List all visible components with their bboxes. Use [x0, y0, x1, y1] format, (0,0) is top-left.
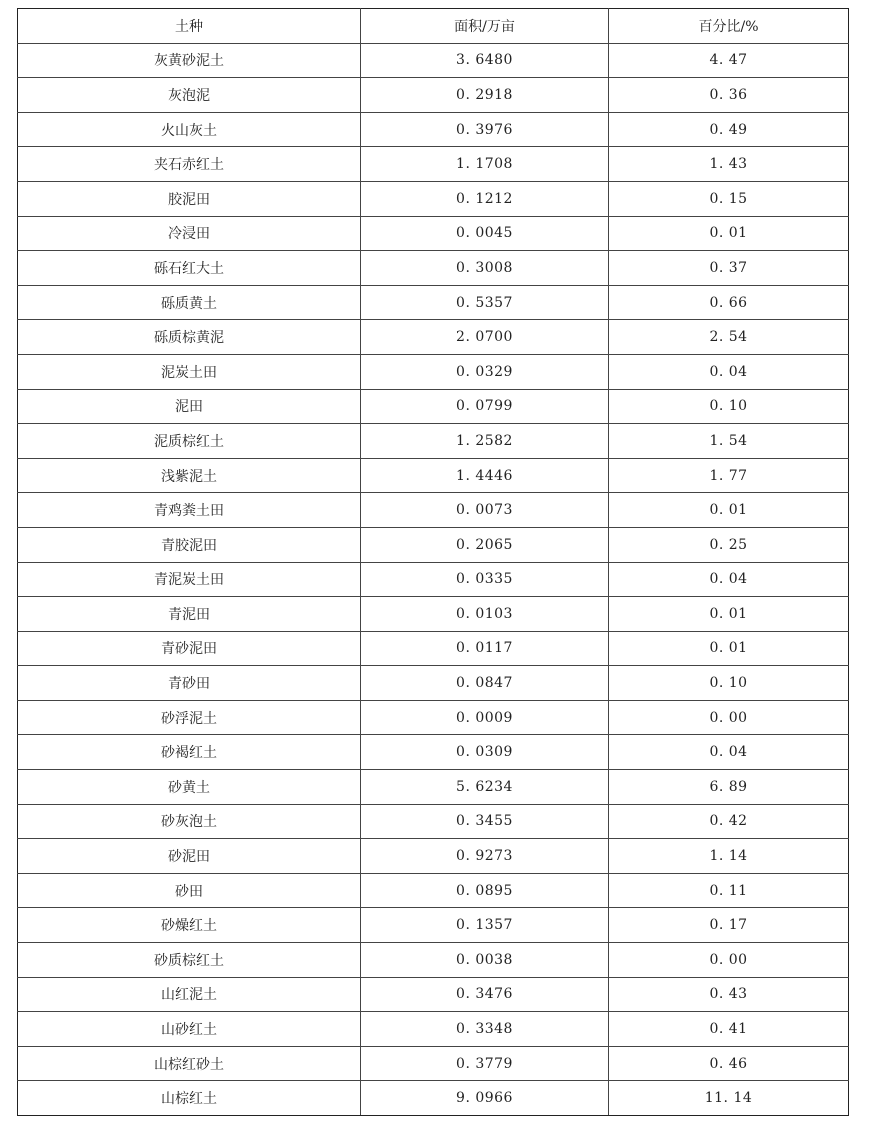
cell-soil-type: 砾质棕黄泥 [18, 320, 361, 355]
cell-area: 0. 0073 [361, 493, 609, 528]
cell-area: 0. 0045 [361, 216, 609, 251]
cell-percentage: 0. 11 [609, 873, 849, 908]
cell-area: 0. 0895 [361, 873, 609, 908]
table-row [18, 804, 849, 839]
cell-percentage: 0. 00 [609, 700, 849, 735]
table-row [18, 181, 849, 216]
cell-area: 0. 3976 [361, 112, 609, 147]
cell-percentage: 4. 47 [609, 43, 849, 78]
cell-soil-type: 砾石红大土 [18, 251, 361, 286]
cell-soil-type: 青鸡粪土田 [18, 493, 361, 528]
cell-area: 1. 4446 [361, 458, 609, 493]
table-row [18, 320, 849, 355]
cell-area: 0. 2065 [361, 527, 609, 562]
cell-area: 0. 0309 [361, 735, 609, 770]
cell-area: 0. 3779 [361, 1046, 609, 1081]
cell-percentage: 0. 66 [609, 285, 849, 320]
cell-soil-type: 青砂田 [18, 666, 361, 701]
cell-area: 0. 0335 [361, 562, 609, 597]
table-row [18, 147, 849, 182]
cell-soil-type: 山棕红砂土 [18, 1046, 361, 1081]
cell-percentage: 0. 17 [609, 908, 849, 943]
cell-soil-type: 灰泡泥 [18, 78, 361, 113]
cell-area: 0. 1212 [361, 181, 609, 216]
cell-percentage: 0. 01 [609, 216, 849, 251]
table-row [18, 78, 849, 113]
table-row [18, 493, 849, 528]
cell-percentage: 0. 46 [609, 1046, 849, 1081]
cell-soil-type: 砂浮泥土 [18, 700, 361, 735]
table-row [18, 458, 849, 493]
cell-percentage: 0. 10 [609, 389, 849, 424]
cell-percentage: 0. 36 [609, 78, 849, 113]
cell-percentage: 0. 00 [609, 943, 849, 978]
table-row [18, 562, 849, 597]
cell-percentage: 0. 01 [609, 493, 849, 528]
cell-area: 0. 0103 [361, 597, 609, 632]
cell-area: 0. 2918 [361, 78, 609, 113]
table-row [18, 770, 849, 805]
cell-area: 5. 6234 [361, 770, 609, 805]
cell-soil-type: 胶泥田 [18, 181, 361, 216]
table-row [18, 1012, 849, 1047]
table-row [18, 216, 849, 251]
table-row [18, 597, 849, 632]
cell-percentage: 0. 49 [609, 112, 849, 147]
column-header-area: 面积/万亩 [361, 9, 609, 44]
cell-soil-type: 山红泥土 [18, 977, 361, 1012]
cell-soil-type: 砂黄土 [18, 770, 361, 805]
cell-soil-type: 泥田 [18, 389, 361, 424]
cell-soil-type: 泥炭土田 [18, 354, 361, 389]
cell-soil-type: 青胶泥田 [18, 527, 361, 562]
cell-percentage: 0. 04 [609, 354, 849, 389]
cell-area: 0. 3348 [361, 1012, 609, 1047]
cell-percentage: 0. 41 [609, 1012, 849, 1047]
cell-soil-type: 青泥田 [18, 597, 361, 632]
cell-area: 9. 0966 [361, 1081, 609, 1116]
cell-area: 0. 3455 [361, 804, 609, 839]
table-row [18, 943, 849, 978]
cell-soil-type: 火山灰土 [18, 112, 361, 147]
cell-area: 0. 0038 [361, 943, 609, 978]
cell-percentage: 0. 15 [609, 181, 849, 216]
cell-soil-type: 砾质黄土 [18, 285, 361, 320]
cell-percentage: 0. 42 [609, 804, 849, 839]
table-row [18, 527, 849, 562]
cell-soil-type: 砂泥田 [18, 839, 361, 874]
cell-percentage: 1. 54 [609, 424, 849, 459]
cell-area: 1. 1708 [361, 147, 609, 182]
cell-area: 0. 0847 [361, 666, 609, 701]
table-header [18, 9, 849, 44]
cell-soil-type: 山棕红土 [18, 1081, 361, 1116]
cell-soil-type: 砂褐红土 [18, 735, 361, 770]
cell-percentage: 1. 77 [609, 458, 849, 493]
table-row [18, 908, 849, 943]
cell-area: 2. 0700 [361, 320, 609, 355]
soil-type-table-container [17, 8, 848, 1116]
cell-area: 0. 3476 [361, 977, 609, 1012]
table-row [18, 112, 849, 147]
cell-area: 0. 9273 [361, 839, 609, 874]
column-header-soil-type: 土种 [18, 9, 361, 44]
cell-soil-type: 砂燥红土 [18, 908, 361, 943]
cell-area: 0. 0329 [361, 354, 609, 389]
cell-soil-type: 砂田 [18, 873, 361, 908]
table-row [18, 424, 849, 459]
table-row [18, 389, 849, 424]
cell-percentage: 11. 14 [609, 1081, 849, 1116]
table-row [18, 735, 849, 770]
cell-soil-type: 泥质棕红土 [18, 424, 361, 459]
cell-percentage: 0. 04 [609, 562, 849, 597]
table-row [18, 285, 849, 320]
column-header-percentage: 百分比/% [609, 9, 849, 44]
table-row [18, 631, 849, 666]
table-row [18, 354, 849, 389]
table-row [18, 251, 849, 286]
cell-percentage: 6. 89 [609, 770, 849, 805]
table-row [18, 873, 849, 908]
table-row [18, 666, 849, 701]
cell-area: 0. 0009 [361, 700, 609, 735]
cell-area: 1. 2582 [361, 424, 609, 459]
table-row [18, 977, 849, 1012]
table-row [18, 1046, 849, 1081]
header-row [18, 9, 849, 44]
cell-percentage: 1. 14 [609, 839, 849, 874]
cell-area: 3. 6480 [361, 43, 609, 78]
table-body [18, 43, 849, 1115]
cell-area: 0. 0799 [361, 389, 609, 424]
cell-percentage: 0. 37 [609, 251, 849, 286]
cell-percentage: 0. 01 [609, 597, 849, 632]
table-row [18, 43, 849, 78]
soil-type-table [17, 8, 849, 1116]
cell-soil-type: 山砂红土 [18, 1012, 361, 1047]
cell-percentage: 0. 43 [609, 977, 849, 1012]
cell-area: 0. 3008 [361, 251, 609, 286]
cell-soil-type: 砂质棕红土 [18, 943, 361, 978]
cell-soil-type: 灰黄砂泥土 [18, 43, 361, 78]
table-row [18, 700, 849, 735]
cell-percentage: 1. 43 [609, 147, 849, 182]
cell-area: 0. 1357 [361, 908, 609, 943]
cell-soil-type: 浅紫泥土 [18, 458, 361, 493]
cell-soil-type: 冷浸田 [18, 216, 361, 251]
cell-percentage: 0. 10 [609, 666, 849, 701]
cell-soil-type: 砂灰泡土 [18, 804, 361, 839]
cell-percentage: 0. 01 [609, 631, 849, 666]
cell-percentage: 0. 04 [609, 735, 849, 770]
table-row [18, 1081, 849, 1116]
cell-percentage: 0. 25 [609, 527, 849, 562]
cell-area: 0. 5357 [361, 285, 609, 320]
cell-area: 0. 0117 [361, 631, 609, 666]
cell-soil-type: 夹石赤红土 [18, 147, 361, 182]
cell-soil-type: 青泥炭土田 [18, 562, 361, 597]
table-row [18, 839, 849, 874]
cell-soil-type: 青砂泥田 [18, 631, 361, 666]
cell-percentage: 2. 54 [609, 320, 849, 355]
